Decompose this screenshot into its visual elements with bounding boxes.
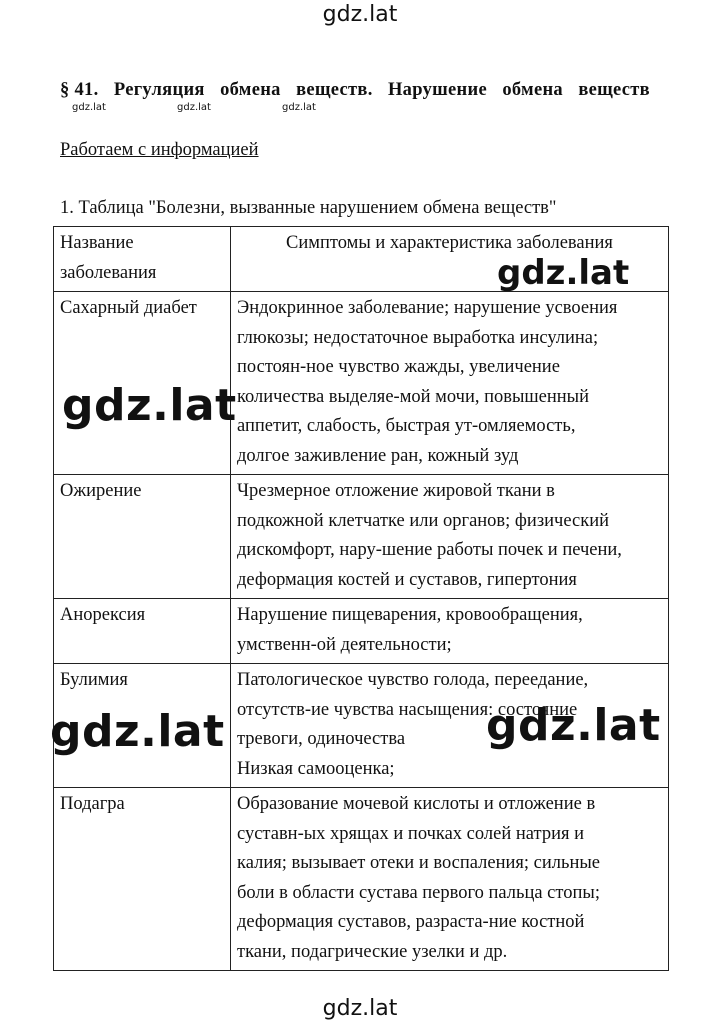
- symptom-line: аппетит, слабость, быстрая ут-омляемость,: [237, 416, 576, 436]
- disease-name: Подагра: [54, 788, 231, 971]
- disease-name: Булимия: [54, 664, 231, 788]
- heading-word: веществ.: [296, 80, 373, 100]
- symptom-line: тревоги, одиночества: [237, 729, 406, 749]
- symptom-line: постоян-ное чувство жажды, увеличение: [237, 357, 560, 377]
- symptom-line: долгое заживление ран, кожный зуд: [237, 445, 519, 466]
- disease-name: Ожирение: [54, 475, 231, 599]
- table-row: [54, 599, 669, 664]
- disease-table: [53, 226, 669, 971]
- watermark-overlay: gdz.lat: [50, 706, 225, 757]
- disease-name: Анорексия: [54, 599, 231, 664]
- symptom-line: умственн-ой деятельности;: [237, 634, 452, 655]
- symptom-line: дискомфорт, нару-шение работы почек и печени,: [237, 540, 622, 560]
- symptoms-cell: [231, 292, 669, 475]
- header-name-line: заболевания: [60, 262, 157, 283]
- symptom-line: боли в области сустава первого пальца стопы;: [237, 882, 600, 903]
- watermark-overlay: gdz.lat: [497, 253, 630, 293]
- table-row: [54, 788, 669, 971]
- symptoms-cell: [231, 599, 669, 664]
- symptom-line: Чрезмерное отложение жировой ткани в: [237, 481, 555, 501]
- symptom-line: Патологическое чувство голода, переедание,: [237, 670, 589, 690]
- section-heading: [60, 80, 650, 101]
- heading-word: обмена: [502, 80, 563, 100]
- disease-name: Сахарный диабет: [54, 292, 231, 475]
- watermark-small: gdz.lat: [282, 102, 316, 113]
- watermark-small: gdz.lat: [72, 102, 106, 113]
- symptom-line: Образование мочевой кислоты и отложение в: [237, 794, 596, 814]
- symptom-line: количества выделяе-мой мочи, повышенный: [237, 386, 590, 407]
- symptom-line: деформация суставов, разраста-ние костной: [237, 912, 585, 932]
- header-symptoms-cell: Симптомы и характеристика заболевания: [231, 227, 669, 292]
- heading-word: веществ: [578, 80, 650, 100]
- watermark-bottom: gdz.lat: [322, 996, 398, 1021]
- symptom-line: Нарушение пищеварения, кровообращения,: [237, 605, 583, 625]
- symptom-line: глюкозы; недостаточное выработка инсулина;: [237, 327, 599, 348]
- header-name-line: Название: [60, 233, 134, 253]
- heading-word: Нарушение: [387, 80, 487, 100]
- subheading: Работаем с информацией: [60, 140, 259, 160]
- symptom-line: суставн-ых хрящах и почках солей натрия и: [237, 823, 585, 844]
- symptom-line: деформация костей и суставов, гипертония: [237, 569, 577, 590]
- table-caption: 1. Таблица "Болезни, вызванные нарушением обмена веществ": [60, 198, 557, 218]
- symptom-line: ткани, подагрические узелки и др.: [237, 941, 508, 962]
- symptom-line: Низкая самооценка;: [237, 758, 395, 779]
- table-row: [54, 475, 669, 599]
- heading-word: обмена: [220, 80, 281, 100]
- watermark-small: gdz.lat: [177, 102, 211, 113]
- watermark-overlay: gdz.lat: [62, 380, 237, 431]
- header-name-cell: [54, 227, 231, 292]
- heading-word: Регуляция: [113, 80, 205, 100]
- symptom-line: калия; вызывает отеки и воспаления; сильные: [237, 853, 600, 873]
- symptom-line: отсутств-ие чувства насыщения: состояние: [237, 699, 578, 720]
- symptom-line: подкожной клетчатке или органов; физический: [237, 510, 610, 531]
- watermark-overlay: gdz.lat: [486, 700, 661, 751]
- symptom-line: Эндокринное заболевание; нарушение усвоения: [237, 298, 618, 318]
- symptoms-cell: [231, 788, 669, 971]
- section-number: § 41.: [60, 80, 99, 100]
- watermark-top: gdz.lat: [322, 2, 398, 27]
- symptoms-cell: [231, 475, 669, 599]
